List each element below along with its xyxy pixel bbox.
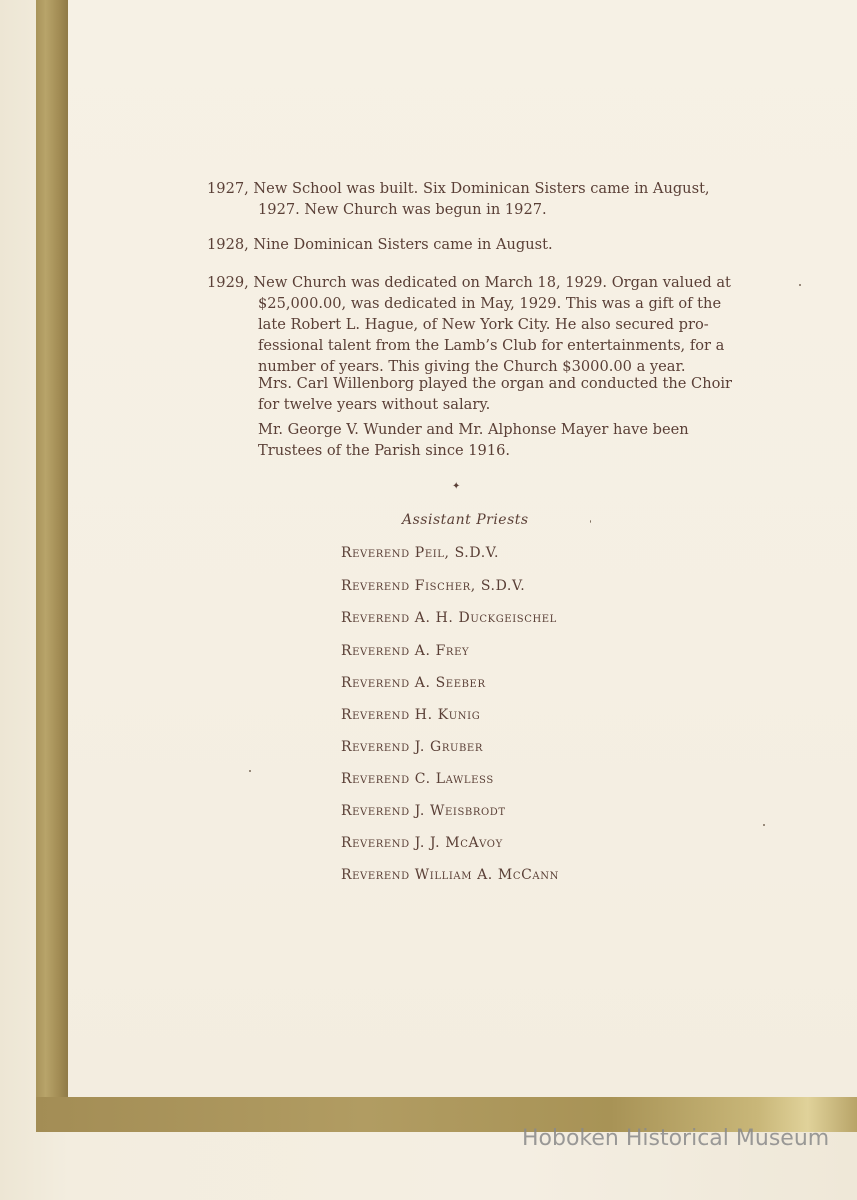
entry-line: $25,000.00, was dedicated in May, 1929. This was a gift of the [258,295,722,312]
priest-name: Reverend H. Kunig [341,707,481,723]
museum-watermark: Hoboken Historical Museum [522,1126,830,1151]
paper-speck [763,824,765,826]
paragraph-line: Trustees of the Parish since 1916. [258,442,511,459]
paragraph-trustees [258,419,706,461]
paper-speck [249,770,251,772]
entry-1928 [207,234,705,255]
entry-line: 1927. New Church was begun in 1927. [258,201,547,218]
priest-name: Reverend J. Weisbrodt [341,803,506,819]
entry-line: number of years. This giving the Church $3000.00 a year. [258,358,686,375]
priest-name: Reverend A. Seeber [341,675,486,691]
entry-line: 1928, Nine Dominican Sisters came in August. [207,236,553,253]
paper-speck [799,284,801,286]
entry-line: fessional talent from the Lamb’s Club for entertainments, for a [258,337,725,354]
priest-name: Reverend A. H. Duckgeischel [341,610,557,626]
priest-name: Reverend A. Frey [341,643,470,659]
priest-name: Reverend J. J. McAvoy [341,835,503,851]
paragraph-organist [258,373,733,415]
priest-name: Reverend William A. McCann [341,867,559,883]
paper-speck [590,520,591,523]
entry-1929 [207,272,731,377]
paragraph-line: Mr. George V. Wunder and Mr. Alphonse Mayer have been [258,421,689,438]
section-title-assistant-priests: Assistant Priests [402,512,529,528]
priest-name: Reverend J. Gruber [341,739,483,755]
entry-1927 [207,178,710,220]
entry-line: late Robert L. Hague, of New York City. He also secured pro- [258,316,709,333]
ornament-divider: ✦ [452,481,461,492]
paragraph-line: Mrs. Carl Willenborg played the organ and conducted the Choir [258,375,733,392]
priest-name: Reverend C. Lawless [341,771,494,787]
paragraph-line: for twelve years without salary. [258,396,491,413]
priest-name: Reverend Peil, S.D.V. [341,545,500,561]
entry-line: 1927, New School was built. Six Dominican Sisters came in August, [207,180,710,197]
priest-name: Reverend Fischer, S.D.V. [341,578,526,594]
entry-line: 1929, New Church was dedicated on March 18, 1929. Organ valued at [207,274,731,291]
